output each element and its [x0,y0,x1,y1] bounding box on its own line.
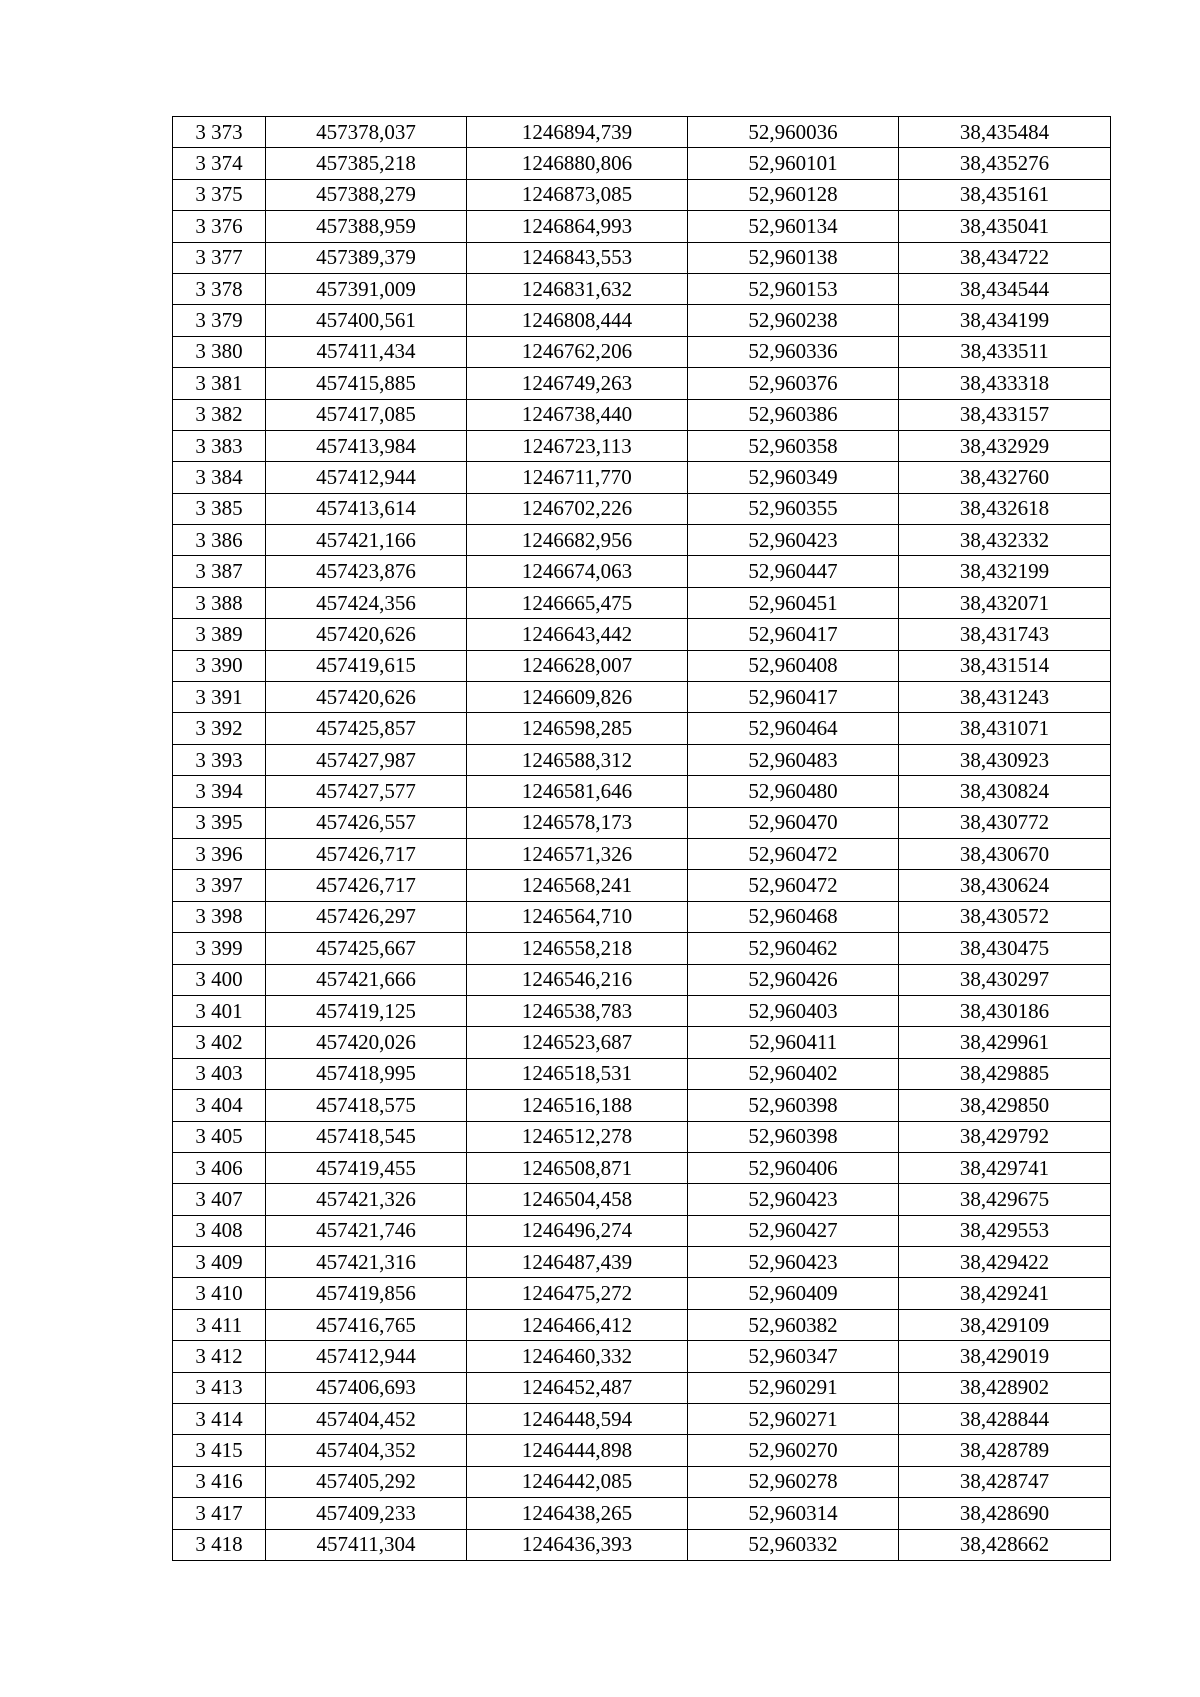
coord-x-cell: 457421,746 [266,1215,467,1246]
longitude-cell: 38,430824 [899,776,1111,807]
coord-x-cell: 457413,984 [266,430,467,461]
coord-x-cell: 457420,626 [266,682,467,713]
longitude-cell: 38,430297 [899,964,1111,995]
coord-y-cell: 1246880,806 [467,148,688,179]
coord-x-cell: 457419,856 [266,1278,467,1309]
longitude-cell: 38,429241 [899,1278,1111,1309]
coord-y-cell: 1246518,531 [467,1058,688,1089]
coord-y-cell: 1246682,956 [467,525,688,556]
latitude-cell: 52,960464 [688,713,899,744]
coord-x-cell: 457421,326 [266,1184,467,1215]
table-row [173,1435,1111,1466]
table-row [173,148,1111,179]
latitude-cell: 52,960386 [688,399,899,430]
point-number-cell: 3 408 [173,1215,266,1246]
coord-y-cell: 1246831,632 [467,273,688,304]
point-number-cell: 3 388 [173,587,266,618]
table-row [173,556,1111,587]
latitude-cell: 52,960423 [688,1247,899,1278]
latitude-cell: 52,960472 [688,870,899,901]
coord-x-cell: 457418,545 [266,1121,467,1152]
coord-y-cell: 1246452,487 [467,1372,688,1403]
coord-y-cell: 1246436,393 [467,1529,688,1560]
point-number-cell: 3 415 [173,1435,266,1466]
coord-x-cell: 457385,218 [266,148,467,179]
table-row [173,1090,1111,1121]
coord-y-cell: 1246643,442 [467,619,688,650]
point-number-cell: 3 390 [173,650,266,681]
latitude-cell: 52,960417 [688,682,899,713]
coord-y-cell: 1246460,332 [467,1341,688,1372]
latitude-cell: 52,960134 [688,211,899,242]
point-number-cell: 3 400 [173,964,266,995]
latitude-cell: 52,960402 [688,1058,899,1089]
table-row [173,1215,1111,1246]
latitude-cell: 52,960153 [688,273,899,304]
longitude-cell: 38,432929 [899,430,1111,461]
longitude-cell: 38,430772 [899,807,1111,838]
longitude-cell: 38,429850 [899,1090,1111,1121]
latitude-cell: 52,960314 [688,1498,899,1529]
coord-x-cell: 457419,125 [266,995,467,1026]
coord-x-cell: 457378,037 [266,117,467,148]
point-number-cell: 3 404 [173,1090,266,1121]
latitude-cell: 52,960468 [688,901,899,932]
table-row [173,493,1111,524]
point-number-cell: 3 407 [173,1184,266,1215]
latitude-cell: 52,960406 [688,1152,899,1183]
coord-y-cell: 1246558,218 [467,933,688,964]
coord-y-cell: 1246516,188 [467,1090,688,1121]
latitude-cell: 52,960238 [688,305,899,336]
coord-x-cell: 457426,297 [266,901,467,932]
coord-y-cell: 1246808,444 [467,305,688,336]
longitude-cell: 38,429741 [899,1152,1111,1183]
coord-x-cell: 457423,876 [266,556,467,587]
latitude-cell: 52,960101 [688,148,899,179]
point-number-cell: 3 402 [173,1027,266,1058]
longitude-cell: 38,430670 [899,838,1111,869]
coord-x-cell: 457424,356 [266,587,467,618]
point-number-cell: 3 396 [173,838,266,869]
coord-y-cell: 1246442,085 [467,1466,688,1497]
latitude-cell: 52,960036 [688,117,899,148]
table-row [173,901,1111,932]
coord-x-cell: 457411,304 [266,1529,467,1560]
coord-y-cell: 1246538,783 [467,995,688,1026]
latitude-cell: 52,960336 [688,336,899,367]
longitude-cell: 38,429553 [899,1215,1111,1246]
longitude-cell: 38,429961 [899,1027,1111,1058]
coord-y-cell: 1246609,826 [467,682,688,713]
latitude-cell: 52,960398 [688,1121,899,1152]
longitude-cell: 38,431514 [899,650,1111,681]
table-row [173,179,1111,210]
point-number-cell: 3 397 [173,870,266,901]
point-number-cell: 3 403 [173,1058,266,1089]
coord-y-cell: 1246564,710 [467,901,688,932]
point-number-cell: 3 398 [173,901,266,932]
coord-y-cell: 1246546,216 [467,964,688,995]
point-number-cell: 3 413 [173,1372,266,1403]
latitude-cell: 52,960347 [688,1341,899,1372]
coord-y-cell: 1246598,285 [467,713,688,744]
longitude-cell: 38,433511 [899,336,1111,367]
table-row [173,242,1111,273]
table-row [173,1152,1111,1183]
coord-x-cell: 457400,561 [266,305,467,336]
point-number-cell: 3 391 [173,682,266,713]
table-row [173,211,1111,242]
table-row [173,1247,1111,1278]
latitude-cell: 52,960138 [688,242,899,273]
point-number-cell: 3 384 [173,462,266,493]
longitude-cell: 38,430475 [899,933,1111,964]
point-number-cell: 3 399 [173,933,266,964]
table-row [173,650,1111,681]
longitude-cell: 38,429019 [899,1341,1111,1372]
longitude-cell: 38,429109 [899,1309,1111,1340]
latitude-cell: 52,960427 [688,1215,899,1246]
coord-y-cell: 1246578,173 [467,807,688,838]
point-number-cell: 3 374 [173,148,266,179]
longitude-cell: 38,433157 [899,399,1111,430]
longitude-cell: 38,428690 [899,1498,1111,1529]
coord-y-cell: 1246466,412 [467,1309,688,1340]
longitude-cell: 38,431071 [899,713,1111,744]
longitude-cell: 38,429675 [899,1184,1111,1215]
table-row [173,1278,1111,1309]
coord-x-cell: 457412,944 [266,1341,467,1372]
coord-y-cell: 1246711,770 [467,462,688,493]
point-number-cell: 3 409 [173,1247,266,1278]
table-row [173,368,1111,399]
coord-y-cell: 1246581,646 [467,776,688,807]
latitude-cell: 52,960480 [688,776,899,807]
point-number-cell: 3 377 [173,242,266,273]
table-row [173,117,1111,148]
table-row [173,1341,1111,1372]
longitude-cell: 38,429792 [899,1121,1111,1152]
point-number-cell: 3 382 [173,399,266,430]
point-number-cell: 3 410 [173,1278,266,1309]
coord-y-cell: 1246702,226 [467,493,688,524]
latitude-cell: 52,960426 [688,964,899,995]
longitude-cell: 38,434199 [899,305,1111,336]
table-row [173,1027,1111,1058]
coord-x-cell: 457427,987 [266,744,467,775]
coord-x-cell: 457426,717 [266,870,467,901]
coord-x-cell: 457412,944 [266,462,467,493]
longitude-cell: 38,431743 [899,619,1111,650]
table-row [173,525,1111,556]
coord-y-cell: 1246512,278 [467,1121,688,1152]
coord-x-cell: 457425,667 [266,933,467,964]
table-row [173,399,1111,430]
coord-x-cell: 457389,379 [266,242,467,273]
longitude-cell: 38,428902 [899,1372,1111,1403]
coordinates-table [172,116,1111,1561]
longitude-cell: 38,430186 [899,995,1111,1026]
coord-y-cell: 1246674,063 [467,556,688,587]
coord-y-cell: 1246894,739 [467,117,688,148]
point-number-cell: 3 376 [173,211,266,242]
longitude-cell: 38,429885 [899,1058,1111,1089]
table-row [173,305,1111,336]
longitude-cell: 38,432618 [899,493,1111,524]
table-row [173,744,1111,775]
point-number-cell: 3 401 [173,995,266,1026]
table-row [173,336,1111,367]
table-row [173,995,1111,1026]
latitude-cell: 52,960270 [688,1435,899,1466]
point-number-cell: 3 381 [173,368,266,399]
point-number-cell: 3 414 [173,1404,266,1435]
coord-x-cell: 457426,557 [266,807,467,838]
latitude-cell: 52,960408 [688,650,899,681]
point-number-cell: 3 379 [173,305,266,336]
point-number-cell: 3 373 [173,117,266,148]
coord-y-cell: 1246523,687 [467,1027,688,1058]
latitude-cell: 52,960462 [688,933,899,964]
table-row [173,1309,1111,1340]
coord-x-cell: 457419,455 [266,1152,467,1183]
table-row [173,462,1111,493]
longitude-cell: 38,433318 [899,368,1111,399]
longitude-cell: 38,435484 [899,117,1111,148]
table-row [173,1466,1111,1497]
longitude-cell: 38,432071 [899,587,1111,618]
coord-x-cell: 457418,575 [266,1090,467,1121]
point-number-cell: 3 383 [173,430,266,461]
latitude-cell: 52,960470 [688,807,899,838]
longitude-cell: 38,429422 [899,1247,1111,1278]
coord-y-cell: 1246738,440 [467,399,688,430]
latitude-cell: 52,960423 [688,525,899,556]
point-number-cell: 3 378 [173,273,266,304]
table-row [173,1498,1111,1529]
coord-x-cell: 457417,085 [266,399,467,430]
table-row [173,1184,1111,1215]
coord-x-cell: 457421,666 [266,964,467,995]
coord-x-cell: 457420,026 [266,1027,467,1058]
coord-x-cell: 457419,615 [266,650,467,681]
longitude-cell: 38,428747 [899,1466,1111,1497]
coord-x-cell: 457416,765 [266,1309,467,1340]
latitude-cell: 52,960349 [688,462,899,493]
coord-y-cell: 1246444,898 [467,1435,688,1466]
latitude-cell: 52,960447 [688,556,899,587]
longitude-cell: 38,428789 [899,1435,1111,1466]
latitude-cell: 52,960376 [688,368,899,399]
latitude-cell: 52,960423 [688,1184,899,1215]
longitude-cell: 38,430923 [899,744,1111,775]
latitude-cell: 52,960403 [688,995,899,1026]
coord-y-cell: 1246762,206 [467,336,688,367]
point-number-cell: 3 386 [173,525,266,556]
coord-x-cell: 457406,693 [266,1372,467,1403]
coord-x-cell: 457405,292 [266,1466,467,1497]
coord-x-cell: 457413,614 [266,493,467,524]
table-row [173,273,1111,304]
coord-x-cell: 457404,452 [266,1404,467,1435]
coord-x-cell: 457391,009 [266,273,467,304]
coord-y-cell: 1246487,439 [467,1247,688,1278]
latitude-cell: 52,960271 [688,1404,899,1435]
coord-x-cell: 457427,577 [266,776,467,807]
coord-y-cell: 1246843,553 [467,242,688,273]
table-row [173,430,1111,461]
latitude-cell: 52,960409 [688,1278,899,1309]
coord-x-cell: 457420,626 [266,619,467,650]
longitude-cell: 38,435041 [899,211,1111,242]
table-row [173,1404,1111,1435]
longitude-cell: 38,430624 [899,870,1111,901]
coord-x-cell: 457426,717 [266,838,467,869]
latitude-cell: 52,960417 [688,619,899,650]
coord-y-cell: 1246508,871 [467,1152,688,1183]
point-number-cell: 3 395 [173,807,266,838]
point-number-cell: 3 417 [173,1498,266,1529]
longitude-cell: 38,435276 [899,148,1111,179]
coord-x-cell: 457421,316 [266,1247,467,1278]
coord-x-cell: 457415,885 [266,368,467,399]
table-row [173,713,1111,744]
point-number-cell: 3 406 [173,1152,266,1183]
latitude-cell: 52,960382 [688,1309,899,1340]
table-row [173,682,1111,713]
coord-x-cell: 457409,233 [266,1498,467,1529]
longitude-cell: 38,431243 [899,682,1111,713]
coord-y-cell: 1246588,312 [467,744,688,775]
table-row [173,1121,1111,1152]
table-row [173,1058,1111,1089]
longitude-cell: 38,432332 [899,525,1111,556]
longitude-cell: 38,434544 [899,273,1111,304]
longitude-cell: 38,432199 [899,556,1111,587]
point-number-cell: 3 387 [173,556,266,587]
point-number-cell: 3 418 [173,1529,266,1560]
point-number-cell: 3 380 [173,336,266,367]
latitude-cell: 52,960278 [688,1466,899,1497]
latitude-cell: 52,960128 [688,179,899,210]
table-row [173,1529,1111,1560]
coord-x-cell: 457425,857 [266,713,467,744]
coord-x-cell: 457388,279 [266,179,467,210]
longitude-cell: 38,432760 [899,462,1111,493]
longitude-cell: 38,428662 [899,1529,1111,1560]
coord-x-cell: 457418,995 [266,1058,467,1089]
coord-x-cell: 457421,166 [266,525,467,556]
table-row [173,964,1111,995]
table-row [173,587,1111,618]
coord-x-cell: 457404,352 [266,1435,467,1466]
latitude-cell: 52,960332 [688,1529,899,1560]
longitude-cell: 38,434722 [899,242,1111,273]
point-number-cell: 3 375 [173,179,266,210]
point-number-cell: 3 393 [173,744,266,775]
table-row [173,619,1111,650]
point-number-cell: 3 405 [173,1121,266,1152]
coord-y-cell: 1246504,458 [467,1184,688,1215]
longitude-cell: 38,428844 [899,1404,1111,1435]
longitude-cell: 38,430572 [899,901,1111,932]
point-number-cell: 3 411 [173,1309,266,1340]
latitude-cell: 52,960291 [688,1372,899,1403]
coord-y-cell: 1246723,113 [467,430,688,461]
latitude-cell: 52,960398 [688,1090,899,1121]
coord-y-cell: 1246749,263 [467,368,688,399]
coord-y-cell: 1246438,265 [467,1498,688,1529]
point-number-cell: 3 389 [173,619,266,650]
coordinates-table-body [173,117,1111,1561]
coord-y-cell: 1246571,326 [467,838,688,869]
point-number-cell: 3 416 [173,1466,266,1497]
coord-y-cell: 1246496,274 [467,1215,688,1246]
point-number-cell: 3 394 [173,776,266,807]
coord-y-cell: 1246475,272 [467,1278,688,1309]
point-number-cell: 3 412 [173,1341,266,1372]
coord-y-cell: 1246864,993 [467,211,688,242]
coord-y-cell: 1246665,475 [467,587,688,618]
point-number-cell: 3 385 [173,493,266,524]
table-row [173,1372,1111,1403]
coord-x-cell: 457388,959 [266,211,467,242]
coord-x-cell: 457411,434 [266,336,467,367]
latitude-cell: 52,960411 [688,1027,899,1058]
table-row [173,838,1111,869]
coord-y-cell: 1246873,085 [467,179,688,210]
coord-y-cell: 1246568,241 [467,870,688,901]
table-row [173,870,1111,901]
point-number-cell: 3 392 [173,713,266,744]
latitude-cell: 52,960358 [688,430,899,461]
latitude-cell: 52,960472 [688,838,899,869]
latitude-cell: 52,960355 [688,493,899,524]
latitude-cell: 52,960451 [688,587,899,618]
coord-y-cell: 1246448,594 [467,1404,688,1435]
longitude-cell: 38,435161 [899,179,1111,210]
table-row [173,933,1111,964]
latitude-cell: 52,960483 [688,744,899,775]
table-row [173,807,1111,838]
coord-y-cell: 1246628,007 [467,650,688,681]
table-row [173,776,1111,807]
